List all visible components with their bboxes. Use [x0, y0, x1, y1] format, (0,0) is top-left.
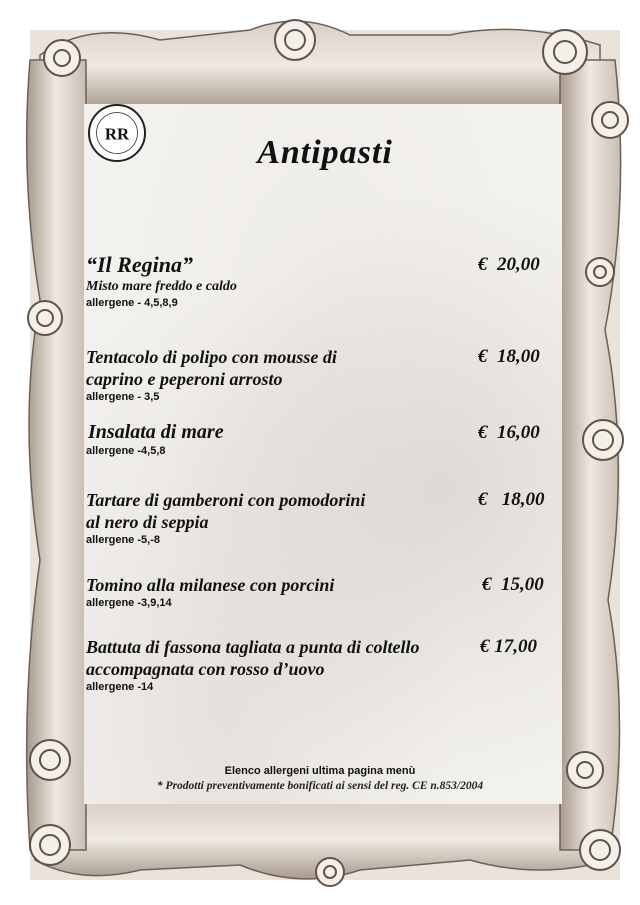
- item-allergen: allergene -5,-8: [86, 534, 160, 546]
- item-price: € 20,00: [478, 254, 540, 275]
- item-allergen: allergene -4,5,8: [86, 445, 166, 457]
- menu-item: [86, 489, 556, 547]
- item-price: € 16,00: [478, 422, 540, 443]
- menu-item: [86, 636, 556, 694]
- item-price: € 18,00: [478, 346, 540, 367]
- item-name-line2: al nero di seppia: [86, 512, 209, 532]
- item-name-line1: Battuta di fassona tagliata a punta di coltello: [86, 637, 420, 657]
- menu-item: [86, 252, 556, 310]
- item-name: “Il Regina”: [86, 252, 193, 277]
- item-allergen: allergene - 4,5,8,9: [86, 297, 178, 309]
- item-name: Insalata di mare: [88, 421, 224, 443]
- menu-item: [86, 420, 556, 458]
- item-name-line2: accompagnata con rosso d’uovo: [86, 659, 325, 679]
- menu-item: [86, 346, 556, 404]
- item-description: Misto mare freddo e caldo: [86, 279, 237, 294]
- item-price: € 18,00: [478, 489, 545, 510]
- item-allergen: allergene - 3,5: [86, 391, 160, 403]
- item-price: € 17,00: [480, 636, 537, 657]
- item-name-line1: Tentacolo di polipo con mousse di: [86, 347, 337, 367]
- logo-monogram: RR: [104, 124, 130, 144]
- allergen-list-note: Elenco allergeni ultima pagina menù: [224, 765, 416, 777]
- item-name-line1: Tartare di gamberoni con pomodorini: [86, 490, 366, 510]
- item-name-line2: caprino e peperoni arrosto: [86, 369, 283, 389]
- section-title: Antipasti: [257, 134, 393, 171]
- item-price: € 15,00: [482, 574, 544, 595]
- item-name: Tomino alla milanese con porcini: [86, 575, 335, 595]
- item-allergen: allergene -14: [86, 681, 154, 693]
- menu-item: [86, 574, 556, 610]
- regulation-note: * Prodotti preventivamente bonificati ai sensi del reg. CE n.853/2004: [156, 780, 484, 792]
- restaurant-logo: [88, 104, 146, 162]
- item-allergen: allergene -3,9,14: [86, 597, 172, 609]
